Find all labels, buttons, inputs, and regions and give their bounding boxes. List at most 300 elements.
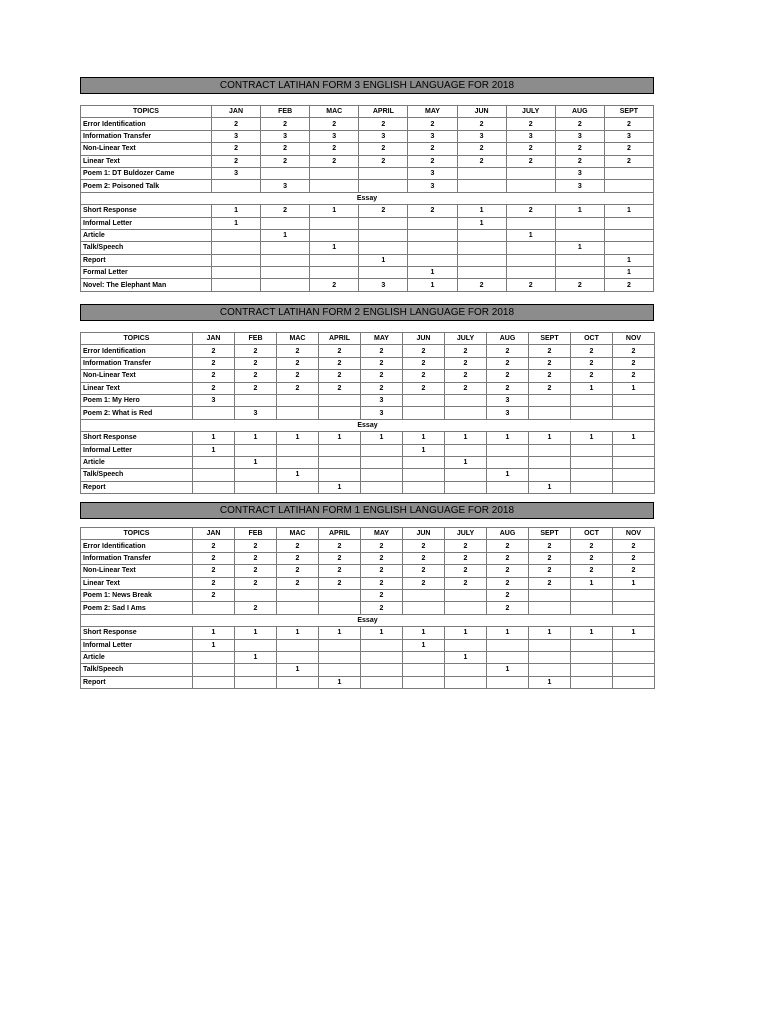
count-cell: 2 [193,345,235,357]
count-cell: 2 [408,143,457,155]
month-header: JUN [403,528,445,540]
count-cell: 1 [445,432,487,444]
topic-label: Poem 2: What is Red [81,407,193,419]
count-cell [361,469,403,481]
count-cell [211,279,260,291]
table-row [81,229,654,241]
table-row [81,577,655,589]
count-cell [506,180,555,192]
count-cell [319,469,361,481]
section-title: CONTRACT LATIHAN FORM 2 ENGLISH LANGUAGE FOR 2018 [80,304,654,321]
count-cell: 2 [571,370,613,382]
count-cell: 2 [487,357,529,369]
topic-label: Information Transfer [81,357,193,369]
count-cell: 2 [319,552,361,564]
count-cell: 1 [235,432,277,444]
count-cell [604,180,653,192]
count-cell: 2 [529,357,571,369]
count-cell [445,394,487,406]
count-cell: 1 [555,205,604,217]
count-cell: 2 [457,143,506,155]
count-cell: 2 [361,577,403,589]
count-cell [361,481,403,493]
topic-label: Report [81,481,193,493]
count-cell [571,444,613,456]
count-cell [235,664,277,676]
count-cell: 2 [361,565,403,577]
table-row [81,407,655,419]
count-cell [277,394,319,406]
count-cell [571,481,613,493]
count-cell: 2 [211,143,260,155]
count-cell: 2 [277,357,319,369]
count-cell: 2 [319,357,361,369]
count-cell [529,664,571,676]
count-cell: 3 [359,279,408,291]
essay-label: Essay [81,192,654,204]
topic-label: Short Response [81,432,193,444]
count-cell: 1 [319,627,361,639]
count-cell [277,651,319,663]
count-cell [235,639,277,651]
count-cell: 3 [487,394,529,406]
form1-section [80,502,654,689]
count-cell: 2 [403,540,445,552]
count-cell [445,639,487,651]
count-cell: 1 [277,432,319,444]
count-cell [445,444,487,456]
count-cell [506,254,555,266]
count-cell [457,180,506,192]
count-cell [319,394,361,406]
count-cell: 2 [571,565,613,577]
count-cell: 2 [408,155,457,167]
count-cell [571,602,613,614]
count-cell [235,444,277,456]
count-cell [319,651,361,663]
count-cell: 1 [319,432,361,444]
count-cell: 1 [529,481,571,493]
count-cell [571,664,613,676]
section-title: CONTRACT LATIHAN FORM 1 ENGLISH LANGUAGE FOR 2018 [80,502,654,519]
table-row [81,481,655,493]
count-cell [487,651,529,663]
month-header: OCT [571,333,613,345]
count-cell: 2 [445,540,487,552]
month-header: MAC [277,333,319,345]
month-header: OCT [571,528,613,540]
topic-label: Formal Letter [81,267,212,279]
count-cell [403,589,445,601]
count-cell [571,407,613,419]
count-cell: 2 [571,540,613,552]
count-cell: 1 [487,627,529,639]
count-cell: 2 [445,345,487,357]
topic-label: Informal Letter [81,639,193,651]
count-cell [529,651,571,663]
month-header: JUN [403,333,445,345]
count-cell: 2 [457,155,506,167]
count-cell [211,229,260,241]
section-title: CONTRACT LATIHAN FORM 3 ENGLISH LANGUAGE FOR 2018 [80,77,654,94]
count-cell: 2 [235,345,277,357]
count-cell [403,394,445,406]
count-cell [277,602,319,614]
count-cell: 2 [261,155,310,167]
count-cell: 2 [613,540,655,552]
month-header: NOV [613,333,655,345]
count-cell: 2 [487,565,529,577]
count-cell: 2 [487,577,529,589]
count-cell: 3 [361,407,403,419]
count-cell: 2 [408,205,457,217]
count-cell [361,456,403,468]
count-cell: 2 [361,589,403,601]
count-cell: 2 [613,357,655,369]
count-cell: 1 [487,432,529,444]
count-cell [310,180,359,192]
count-cell: 2 [319,345,361,357]
table-row [81,432,655,444]
count-cell: 2 [613,565,655,577]
table-row [81,279,654,291]
count-cell: 2 [604,155,653,167]
count-cell: 2 [604,279,653,291]
count-cell: 3 [604,130,653,142]
topic-label: Article [81,651,193,663]
count-cell [261,254,310,266]
count-cell: 2 [319,577,361,589]
count-cell: 2 [487,602,529,614]
count-cell: 3 [555,180,604,192]
count-cell [571,589,613,601]
topic-label: Article [81,456,193,468]
count-cell: 1 [211,217,260,229]
table-row [81,345,655,357]
count-cell [193,456,235,468]
count-cell [408,217,457,229]
table-row [81,394,655,406]
table-row [81,370,655,382]
count-cell: 2 [403,370,445,382]
count-cell: 3 [487,407,529,419]
count-cell: 2 [529,577,571,589]
count-cell [319,407,361,419]
topic-label: Information Transfer [81,130,212,142]
count-cell [193,651,235,663]
count-cell: 2 [408,118,457,130]
count-cell: 2 [555,118,604,130]
count-cell: 1 [403,432,445,444]
table-row [81,589,655,601]
count-cell: 3 [235,407,277,419]
count-cell [529,469,571,481]
count-cell [261,242,310,254]
count-cell: 1 [261,229,310,241]
count-cell: 3 [359,130,408,142]
count-cell: 2 [506,143,555,155]
count-cell [359,242,408,254]
table-row [81,180,654,192]
count-cell [613,394,655,406]
topic-label: Poem 1: News Break [81,589,193,601]
count-cell: 2 [445,382,487,394]
count-cell: 2 [361,357,403,369]
count-cell: 2 [277,540,319,552]
count-cell [613,589,655,601]
count-cell [457,267,506,279]
count-cell: 2 [555,279,604,291]
table-row [81,602,655,614]
count-cell: 2 [361,382,403,394]
count-cell: 3 [261,130,310,142]
count-cell: 3 [361,394,403,406]
table-row [81,664,655,676]
count-cell: 1 [319,676,361,688]
topic-label: Non-Linear Text [81,565,193,577]
count-cell: 2 [359,205,408,217]
count-cell: 3 [408,180,457,192]
count-cell [403,469,445,481]
count-cell: 2 [529,382,571,394]
count-cell [604,217,653,229]
count-cell [193,602,235,614]
count-cell: 2 [277,577,319,589]
count-cell: 2 [277,345,319,357]
count-cell [613,676,655,688]
count-cell: 2 [555,155,604,167]
count-cell: 1 [613,432,655,444]
count-cell [193,676,235,688]
count-cell: 2 [359,143,408,155]
table-row [81,357,655,369]
count-cell [445,676,487,688]
count-cell: 2 [613,370,655,382]
count-cell: 1 [604,267,653,279]
count-cell [277,407,319,419]
count-cell: 2 [529,370,571,382]
count-cell: 2 [571,345,613,357]
count-cell [555,217,604,229]
count-cell [235,481,277,493]
month-header: AUG [487,528,529,540]
count-cell: 2 [506,205,555,217]
count-cell [261,167,310,179]
count-cell [310,217,359,229]
count-cell [277,639,319,651]
count-cell: 2 [529,540,571,552]
schedule-table [80,332,655,494]
count-cell: 2 [529,345,571,357]
count-cell [571,469,613,481]
count-cell: 1 [193,627,235,639]
count-cell: 1 [403,444,445,456]
count-cell [445,664,487,676]
month-header: FEB [235,528,277,540]
count-cell [277,456,319,468]
count-cell [361,639,403,651]
count-cell [403,676,445,688]
topic-label: Non-Linear Text [81,143,212,155]
count-cell: 1 [457,217,506,229]
count-cell: 3 [408,167,457,179]
count-cell: 2 [403,552,445,564]
table-row [81,540,655,552]
count-cell: 2 [604,143,653,155]
count-cell: 3 [408,130,457,142]
table-row [81,651,655,663]
topic-label: Error Identification [81,345,193,357]
count-cell: 1 [361,432,403,444]
count-cell: 1 [319,481,361,493]
count-cell: 2 [235,565,277,577]
table-row [81,552,655,564]
count-cell [457,254,506,266]
month-header: JULY [445,528,487,540]
topic-label: Information Transfer [81,552,193,564]
count-cell [359,267,408,279]
topic-label: Talk/Speech [81,664,193,676]
month-header: FEB [235,333,277,345]
count-cell: 2 [487,540,529,552]
month-header: NOV [613,528,655,540]
count-cell: 1 [571,577,613,589]
count-cell [487,639,529,651]
count-cell: 2 [604,118,653,130]
count-cell: 1 [571,382,613,394]
count-cell: 2 [193,565,235,577]
count-cell: 2 [487,382,529,394]
count-cell: 2 [277,382,319,394]
month-header: MAC [277,528,319,540]
table-row [81,167,654,179]
count-cell: 1 [310,205,359,217]
count-cell: 2 [506,118,555,130]
count-cell [555,254,604,266]
count-cell: 2 [193,577,235,589]
count-cell [235,589,277,601]
topic-label: Article [81,229,212,241]
count-cell: 2 [403,357,445,369]
count-cell [604,229,653,241]
schedule-table [80,527,655,689]
count-cell: 2 [261,205,310,217]
essay-row [81,192,654,204]
count-cell: 2 [403,577,445,589]
count-cell: 2 [445,357,487,369]
count-cell: 1 [613,577,655,589]
count-cell: 2 [445,577,487,589]
count-cell [613,469,655,481]
count-cell: 2 [319,540,361,552]
count-cell [310,229,359,241]
count-cell [571,456,613,468]
count-cell: 1 [445,651,487,663]
topic-label: Short Response [81,627,193,639]
topic-label: Linear Text [81,382,193,394]
count-cell: 2 [359,118,408,130]
count-cell [457,242,506,254]
count-cell: 3 [555,167,604,179]
month-header: FEB [261,106,310,118]
count-cell: 1 [408,267,457,279]
count-cell [211,254,260,266]
count-cell: 2 [487,589,529,601]
count-cell: 1 [408,279,457,291]
count-cell [613,407,655,419]
table-row [81,639,655,651]
count-cell: 2 [310,155,359,167]
table-row [81,627,655,639]
count-cell [571,639,613,651]
topic-label: Poem 1: My Hero [81,394,193,406]
header-row [81,106,654,118]
count-cell: 2 [277,552,319,564]
count-cell [235,676,277,688]
count-cell: 3 [211,167,260,179]
count-cell: 2 [235,370,277,382]
count-cell: 2 [571,552,613,564]
count-cell: 2 [506,279,555,291]
table-row [81,130,654,142]
count-cell: 2 [235,602,277,614]
table-row [81,469,655,481]
month-header: MAY [408,106,457,118]
count-cell [403,407,445,419]
count-cell: 2 [277,370,319,382]
topics-header: TOPICS [81,528,193,540]
count-cell [408,242,457,254]
count-cell [571,676,613,688]
count-cell: 2 [261,143,310,155]
schedule-table [80,105,654,292]
essay-label: Essay [81,614,655,626]
count-cell: 2 [445,565,487,577]
count-cell [529,407,571,419]
count-cell: 2 [193,589,235,601]
count-cell: 1 [277,627,319,639]
month-header: MAC [310,106,359,118]
table-row [81,118,654,130]
count-cell [529,394,571,406]
count-cell: 2 [319,382,361,394]
count-cell: 1 [529,676,571,688]
count-cell: 2 [235,357,277,369]
table-row [81,254,654,266]
count-cell: 1 [277,469,319,481]
essay-label: Essay [81,419,655,431]
count-cell: 1 [506,229,555,241]
count-cell: 1 [235,651,277,663]
count-cell [506,167,555,179]
topic-label: Poem 2: Sad I Ams [81,602,193,614]
count-cell: 2 [277,565,319,577]
topic-label: Poem 2: Poisoned Talk [81,180,212,192]
count-cell [261,279,310,291]
count-cell [277,444,319,456]
count-cell: 1 [487,664,529,676]
count-cell: 1 [604,205,653,217]
count-cell [319,456,361,468]
count-cell [319,589,361,601]
table-row [81,205,654,217]
count-cell: 2 [193,540,235,552]
count-cell [529,639,571,651]
topic-label: Report [81,676,193,688]
count-cell [211,180,260,192]
topic-label: Error Identification [81,118,212,130]
count-cell: 2 [506,155,555,167]
